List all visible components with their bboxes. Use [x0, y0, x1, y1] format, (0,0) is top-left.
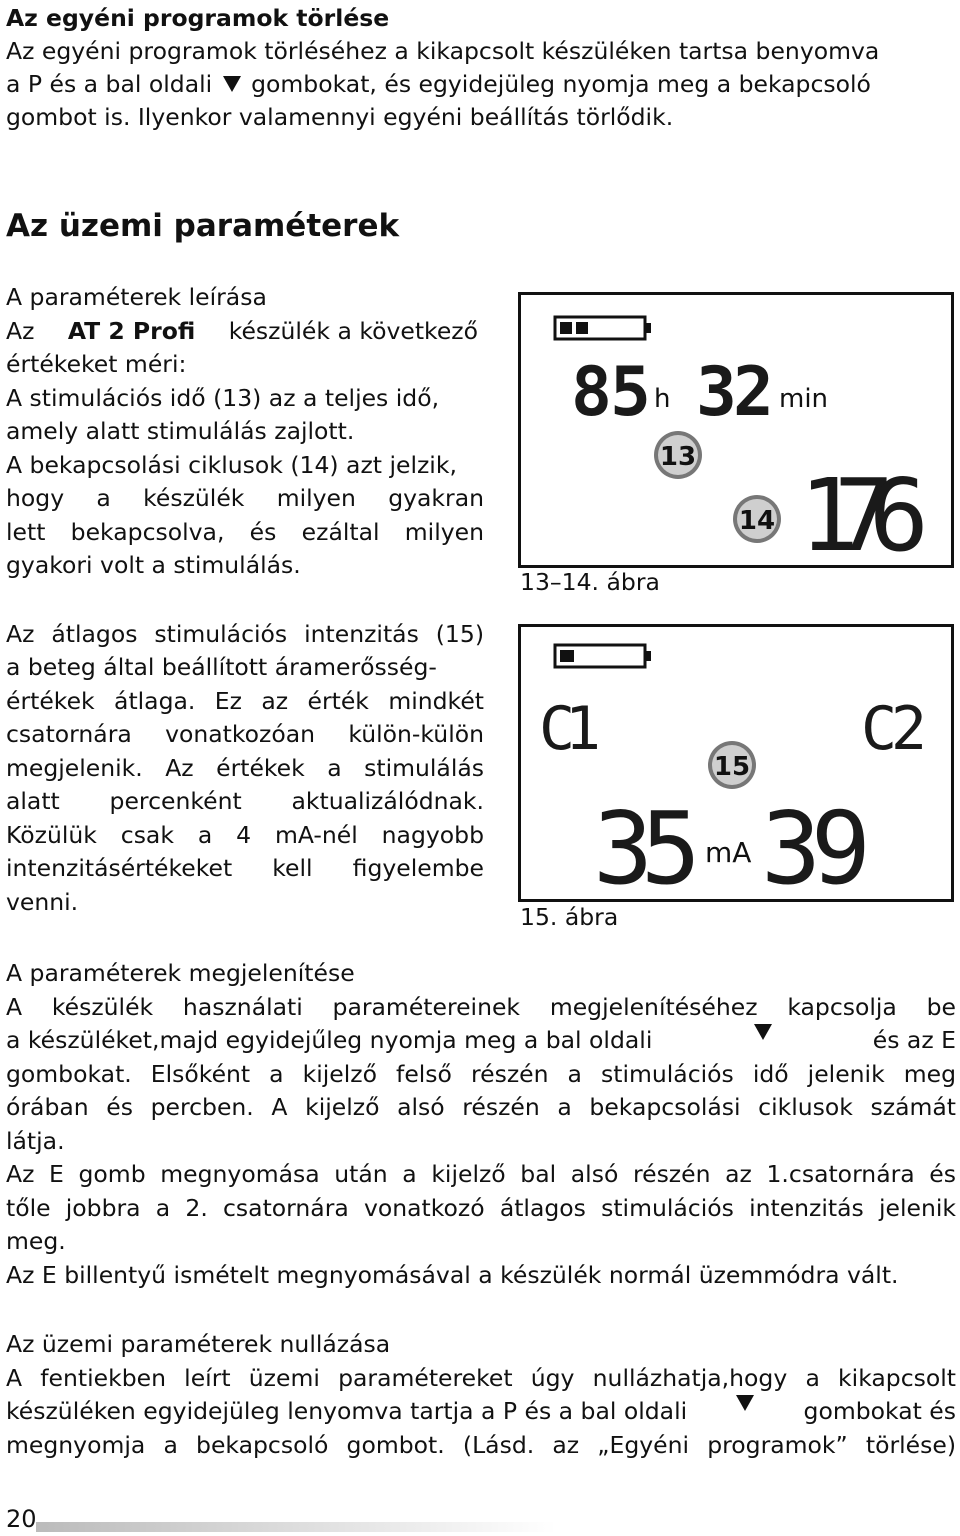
- lcd-minutes-digits: 32: [696, 353, 774, 432]
- display-line-5: látja.: [6, 1127, 65, 1155]
- display-subheading: A paraméterek megjelenítése: [6, 959, 355, 987]
- delete-text-line-1: Az egyéni programok törléséhez a kikapcsolt készüléken tartsa benyomva: [6, 37, 880, 65]
- battery-icon: [555, 317, 651, 339]
- lcd-time-cycles-graphic: [521, 295, 951, 565]
- page-number: 20: [6, 1505, 37, 1533]
- badge-14: [733, 495, 781, 543]
- badge-15: [708, 741, 756, 789]
- figure2-caption: 15. ábra: [520, 903, 619, 931]
- display-line-9: Az E billentyű ismételt megnyomásával a készülék normál üzemmódra vált.: [6, 1261, 899, 1289]
- display-line-7: tőle jobbra a 2. csatornára vonatkozó átlagos stimulációs intenzitás jelenik: [6, 1194, 956, 1222]
- lcd-cycles-digits: 176: [799, 457, 929, 565]
- reset-line-2b: gombokat és: [803, 1397, 956, 1425]
- reset-line-2a: készüléken egyidejüleg lenyomva tartja a P és a bal oldali: [6, 1397, 688, 1425]
- reset-subheading: Az üzemi paraméterek nullázása: [6, 1330, 391, 1358]
- params-p3-line-9: venni.: [6, 888, 79, 916]
- params-p1-l1-a: Az: [6, 317, 35, 345]
- lcd-hours-digits: 85: [571, 353, 651, 432]
- delete-text-line-2a: a P és a bal oldali: [6, 70, 213, 98]
- lcd-channel-1-label: C1: [539, 694, 601, 764]
- footer-bar: [36, 1522, 556, 1532]
- badge-14-label: 14: [738, 506, 776, 536]
- reset-line-2: [6, 1395, 956, 1429]
- params-p3-line-3: értékek átlaga. Ez az érték mindkét: [6, 687, 484, 715]
- display-line-4: órában és percben. A kijelző alsó részén a bekapcsolási ciklusok számát: [6, 1093, 956, 1121]
- params-subheading: A paraméterek leírása: [6, 283, 267, 311]
- badge-13: [654, 431, 702, 479]
- params-p1-line-2: értékeket méri:: [6, 350, 187, 378]
- params-p3-line-7: Közülük csak a 4 mA-nél nagyobb: [6, 821, 484, 849]
- params-p3-line-4: csatornára vonatkozóan külön-külön: [6, 720, 484, 748]
- lcd-channel-2-label: C2: [861, 694, 927, 764]
- lcd-intensity-unit: mA: [705, 836, 752, 869]
- figure1-caption: 13–14. ábra: [520, 568, 660, 596]
- lcd-intensity-graphic: [521, 627, 951, 899]
- params-p3-line-2: a beteg által beállított áramerősség-: [6, 653, 437, 681]
- params-p1-line-1: [6, 315, 478, 349]
- params-p2-line-4: gyakori volt a stimulálás.: [6, 551, 301, 579]
- params-p1-l1-c: készülék a következő: [228, 317, 478, 345]
- params-device-name: AT 2 Profi: [67, 317, 196, 345]
- params-p2-line-1: A bekapcsolási ciklusok (14) azt jelzik,: [6, 451, 457, 479]
- display-line-2a: a készüléket,majd egyidejűleg nyomja meg a bal oldali: [6, 1026, 653, 1054]
- lcd-channel-2-value: 39: [761, 790, 871, 899]
- display-line-2b: és az E: [872, 1026, 956, 1054]
- section-heading-delete-programs: Az egyéni programok törlése: [6, 4, 390, 32]
- reset-line-1: A fentiekben leírt üzemi paramétereket úgy nullázhatja,hogy a kikapcsolt: [6, 1364, 956, 1392]
- badge-13-label: 13: [659, 442, 697, 472]
- badge-15-label: 15: [713, 752, 751, 782]
- lcd-minutes-unit: min: [779, 384, 829, 414]
- delete-text-line-2b: gombokat, és egyidejüleg nyomja meg a bekapcsoló: [251, 70, 871, 98]
- params-p3-line-8: intenzitásértékeket kell figyelembe: [6, 854, 484, 882]
- battery-icon-2: [555, 645, 651, 667]
- params-p1-line-4: amely alatt stimulálás zajlott.: [6, 417, 355, 445]
- lcd-figure-intensity: [518, 624, 954, 902]
- display-line-1: A készülék használati paramétereinek megjelenítéséhez kapcsolja be: [6, 993, 956, 1021]
- down-triangle-icon-3: [736, 1395, 754, 1411]
- display-line-6: Az E gomb megnyomása után a kijelző bal alsó részén az 1.csatornára és: [6, 1160, 956, 1188]
- lcd-channel-1-value: 35: [593, 790, 701, 899]
- down-triangle-icon: [223, 76, 241, 92]
- lcd-figure-time-cycles: [518, 292, 954, 568]
- params-p1-line-3: A stimulációs idő (13) az a teljes idő,: [6, 384, 440, 412]
- display-line-2: [6, 1024, 956, 1058]
- reset-line-3: megnyomja a bekapcsoló gombot. (Lásd. az „Egyéni programok” törlése): [6, 1431, 956, 1459]
- display-line-3: gombokat. Elsőként a kijelző felső részén a stimulációs idő jelenik meg: [6, 1060, 956, 1088]
- params-p2-line-3: lett bekapcsolva, és ezáltal milyen: [6, 518, 484, 546]
- delete-text-line-3: gombot is. Ilyenkor valamennyi egyéni beállítás törlődik.: [6, 103, 674, 131]
- delete-text-line-2: [6, 68, 871, 102]
- display-line-8: meg.: [6, 1227, 66, 1255]
- params-p3-line-6: alatt percenként aktualizálódnak.: [6, 787, 484, 815]
- params-p3-line-5: megjelenik. Az értékek a stimulálás: [6, 754, 484, 782]
- lcd-hours-unit: h: [654, 384, 671, 414]
- params-p3-line-1: Az átlagos stimulációs intenzitás (15): [6, 620, 484, 648]
- down-triangle-icon-2: [754, 1024, 772, 1040]
- main-heading: Az üzemi paraméterek: [6, 208, 400, 244]
- params-p2-line-2: hogy a készülék milyen gyakran: [6, 484, 484, 512]
